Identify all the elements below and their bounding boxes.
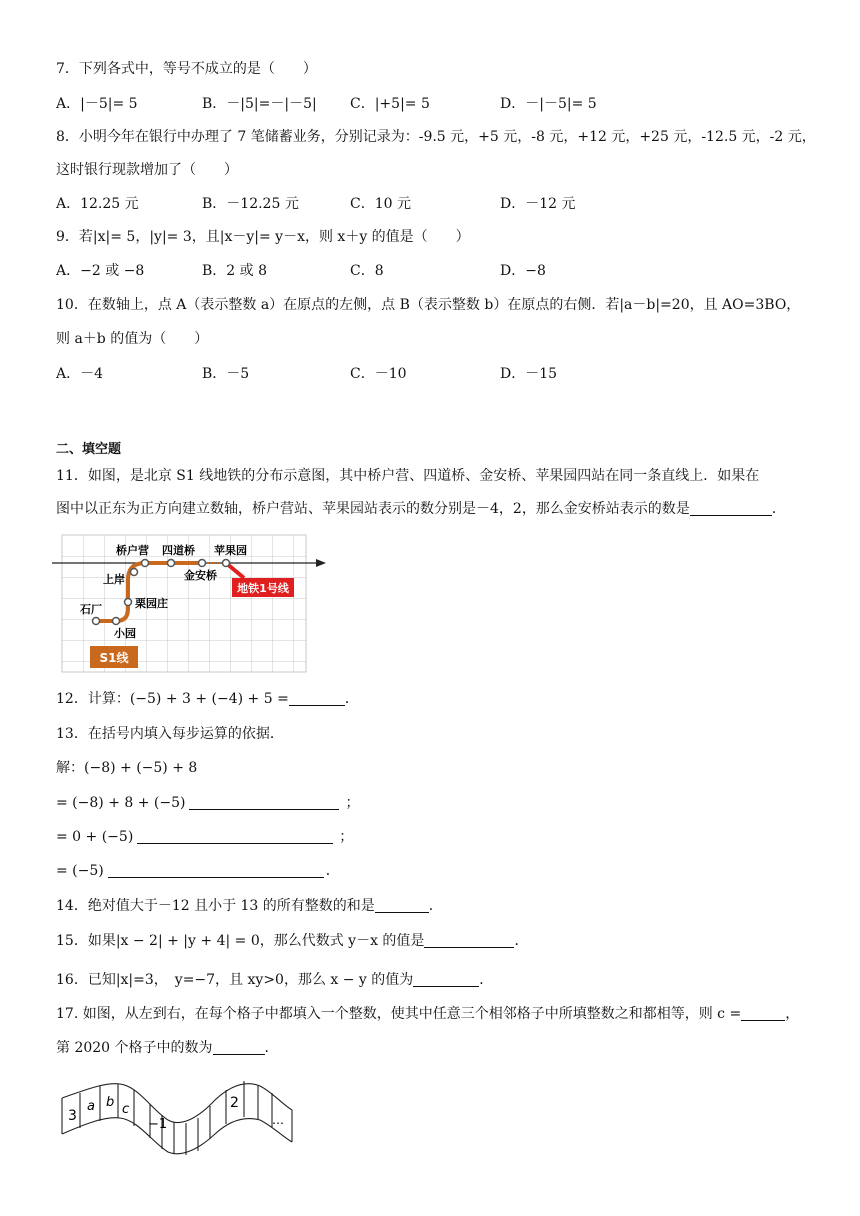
q13-step3-blank[interactable] bbox=[137, 828, 333, 844]
station-shangan bbox=[131, 569, 138, 576]
label-shichang: 石厂 bbox=[80, 603, 102, 616]
q13-step2-blank[interactable] bbox=[189, 794, 339, 810]
q13-step2-end: ； bbox=[345, 795, 360, 811]
cell-c: c bbox=[122, 1102, 130, 1117]
q13-step4 bbox=[56, 861, 340, 881]
axis-arrow-icon bbox=[316, 559, 326, 567]
q17-line2 bbox=[56, 1038, 279, 1058]
q9-option-b[interactable]: B．2 或 8 bbox=[202, 263, 268, 279]
q8-option-c[interactable]: C．10 元 bbox=[350, 196, 411, 212]
label-pingguoyuan: 苹果园 bbox=[214, 544, 247, 557]
q11-line2 bbox=[56, 499, 786, 519]
q8-options bbox=[56, 194, 816, 214]
label-xiaoyuan: 小园 bbox=[114, 627, 136, 640]
section-fill-blank-title: 二、填空题 bbox=[56, 442, 122, 457]
cell-neg1: −1 bbox=[148, 1117, 168, 1132]
station-sidaoqiao bbox=[168, 560, 175, 567]
q13-step3-text: = 0 + (−5) bbox=[56, 829, 134, 845]
station-jinanqiao bbox=[199, 560, 206, 567]
q10-option-d[interactable]: D．－15 bbox=[500, 366, 558, 382]
q13-step4-text: = (−5) bbox=[56, 863, 104, 879]
q13-step2-text: = (−8) + 8 + (−5) bbox=[56, 795, 186, 811]
q7-option-d[interactable]: D．－|－5|= 5 bbox=[500, 96, 597, 112]
q13-title: 13．在括号内填入每步运算的依据． bbox=[56, 726, 284, 742]
q7-stem: 7．下列各式中，等号不成立的是（ ） bbox=[56, 61, 317, 77]
q8-option-a[interactable]: A．12.25 元 bbox=[56, 196, 139, 212]
q17-line1 bbox=[56, 1004, 799, 1024]
label-sidaoqiao: 四道桥 bbox=[162, 544, 195, 557]
cell-b: b bbox=[106, 1095, 115, 1110]
cell-ellipsis: … bbox=[272, 1113, 284, 1127]
wavy-cell-strip bbox=[60, 1076, 300, 1156]
q13-step4-end: ． bbox=[325, 863, 340, 879]
station-xiaoyuan bbox=[113, 618, 120, 625]
q13-step3 bbox=[56, 827, 353, 847]
q17-line1-end: ， bbox=[785, 1006, 800, 1022]
q11-line2-end: ． bbox=[771, 501, 786, 517]
q8-option-d[interactable]: D．－12 元 bbox=[500, 196, 576, 212]
q14-end: ． bbox=[428, 898, 443, 914]
q12-text: 12．计算：(−5) + 3 + (−4) + 5 = bbox=[56, 691, 289, 707]
q13-step2 bbox=[56, 793, 359, 813]
q12-answer-blank[interactable] bbox=[289, 690, 345, 706]
q16 bbox=[56, 970, 493, 990]
q15-end: ． bbox=[514, 933, 529, 949]
q10-option-b[interactable]: B．－5 bbox=[202, 366, 250, 382]
label-jinanqiao: 金安桥 bbox=[184, 569, 217, 582]
q17-c-blank[interactable] bbox=[741, 1005, 785, 1021]
q13-step1: 解：(−8) + (−5) + 8 bbox=[56, 760, 198, 776]
q17-line1-text: 17. 如图，从左到右，在每个格子中都填入一个整数，使其中任意三个相邻格子中所填整数之和都相等，则 c = bbox=[56, 1006, 742, 1022]
q9-option-a[interactable]: A．−2 或 −8 bbox=[56, 263, 145, 279]
q8-option-b[interactable]: B．－12.25 元 bbox=[202, 196, 299, 212]
line1-badge-label: 地铁1号线 bbox=[237, 582, 289, 595]
q9-stem: 9．若|x|= 5，|y|= 3，且|x－y|= y－x，则 x＋y 的值是（ ） bbox=[56, 229, 470, 245]
q8-stem-line1: 8．小明今年在银行中办理了 7 笔储蓄业务，分别记录为：-9.5 元，+5 元，-8 元，+12 元，+25 元，-12.5 元，-2 元， bbox=[56, 129, 816, 145]
q13-step3-end: ； bbox=[339, 829, 354, 845]
station-shichang bbox=[93, 618, 100, 625]
q11-line1: 11．如图，是北京 S1 线地铁的分布示意图，其中桥户营、四道桥、金安桥、苹果园四站在同一条直线上．如果在 bbox=[56, 468, 760, 484]
q7-option-a[interactable]: A．|－5|= 5 bbox=[56, 96, 138, 112]
q7-options bbox=[56, 94, 816, 114]
q16-answer-blank[interactable] bbox=[413, 971, 479, 987]
q11-line2-text: 图中以正东为正方向建立数轴，桥户营站、苹果园站表示的数分别是－4，2，那么金安桥站表示的数是 bbox=[56, 501, 690, 517]
q9-options bbox=[56, 261, 816, 281]
cell-a: a bbox=[87, 1099, 95, 1114]
subway-map bbox=[50, 532, 330, 674]
q10-stem-line1: 10．在数轴上，点 A（表示整数 a）在原点的左侧，点 B（表示整数 b）在原点的右侧．若|a－b|=20，且 AO=3BO， bbox=[56, 297, 801, 313]
label-liyuanzhuang: 栗园庄 bbox=[135, 597, 168, 610]
q12 bbox=[56, 689, 359, 709]
q9-option-d[interactable]: D．−8 bbox=[500, 263, 546, 279]
q14-text: 14．绝对值大于－12 且小于 13 的所有整数的和是 bbox=[56, 898, 375, 914]
q7-option-b[interactable]: B．－|5|=－|－5| bbox=[202, 96, 317, 112]
q16-text: 16．已知|x|=3， y=−7，且 xy>0，那么 x − y 的值为 bbox=[56, 972, 414, 988]
q15-text: 15．如果|x − 2| + |y + 4| = 0，那么代数式 y－x 的值是 bbox=[56, 933, 425, 949]
q17-line2-text: 第 2020 个格子中的数为 bbox=[56, 1040, 213, 1056]
q14-answer-blank[interactable] bbox=[375, 897, 429, 913]
q8-stem-line2: 这时银行现款增加了（ ） bbox=[56, 162, 238, 178]
q10-stem-line2: 则 a＋b 的值为（ ） bbox=[56, 331, 209, 347]
q10-option-c[interactable]: C．－10 bbox=[350, 366, 407, 382]
q16-end: ． bbox=[479, 972, 494, 988]
q11-answer-blank[interactable] bbox=[690, 500, 772, 516]
station-liyuanzhuang bbox=[125, 599, 132, 606]
station-qiaohuying bbox=[142, 560, 149, 567]
station-pingguoyuan bbox=[223, 560, 230, 567]
q10-options bbox=[56, 364, 816, 384]
cell-3: 3 bbox=[68, 1108, 77, 1124]
s1-badge-label: S1线 bbox=[99, 651, 129, 665]
q12-end: ． bbox=[344, 691, 359, 707]
q7-option-c[interactable]: C．|+5|= 5 bbox=[350, 96, 430, 112]
label-shangan: 上岸 bbox=[103, 573, 125, 586]
q15-answer-blank[interactable] bbox=[424, 932, 514, 948]
q17-2020-blank[interactable] bbox=[213, 1039, 265, 1055]
cell-2: 2 bbox=[230, 1095, 239, 1111]
q13-step4-blank[interactable] bbox=[108, 862, 324, 878]
label-qiaohuying: 桥户营 bbox=[116, 544, 149, 557]
q10-option-a[interactable]: A．－4 bbox=[56, 366, 104, 382]
q15 bbox=[56, 931, 528, 951]
q14 bbox=[56, 896, 443, 916]
q17-line2-end: ． bbox=[264, 1040, 279, 1056]
q9-option-c[interactable]: C．8 bbox=[350, 263, 384, 279]
